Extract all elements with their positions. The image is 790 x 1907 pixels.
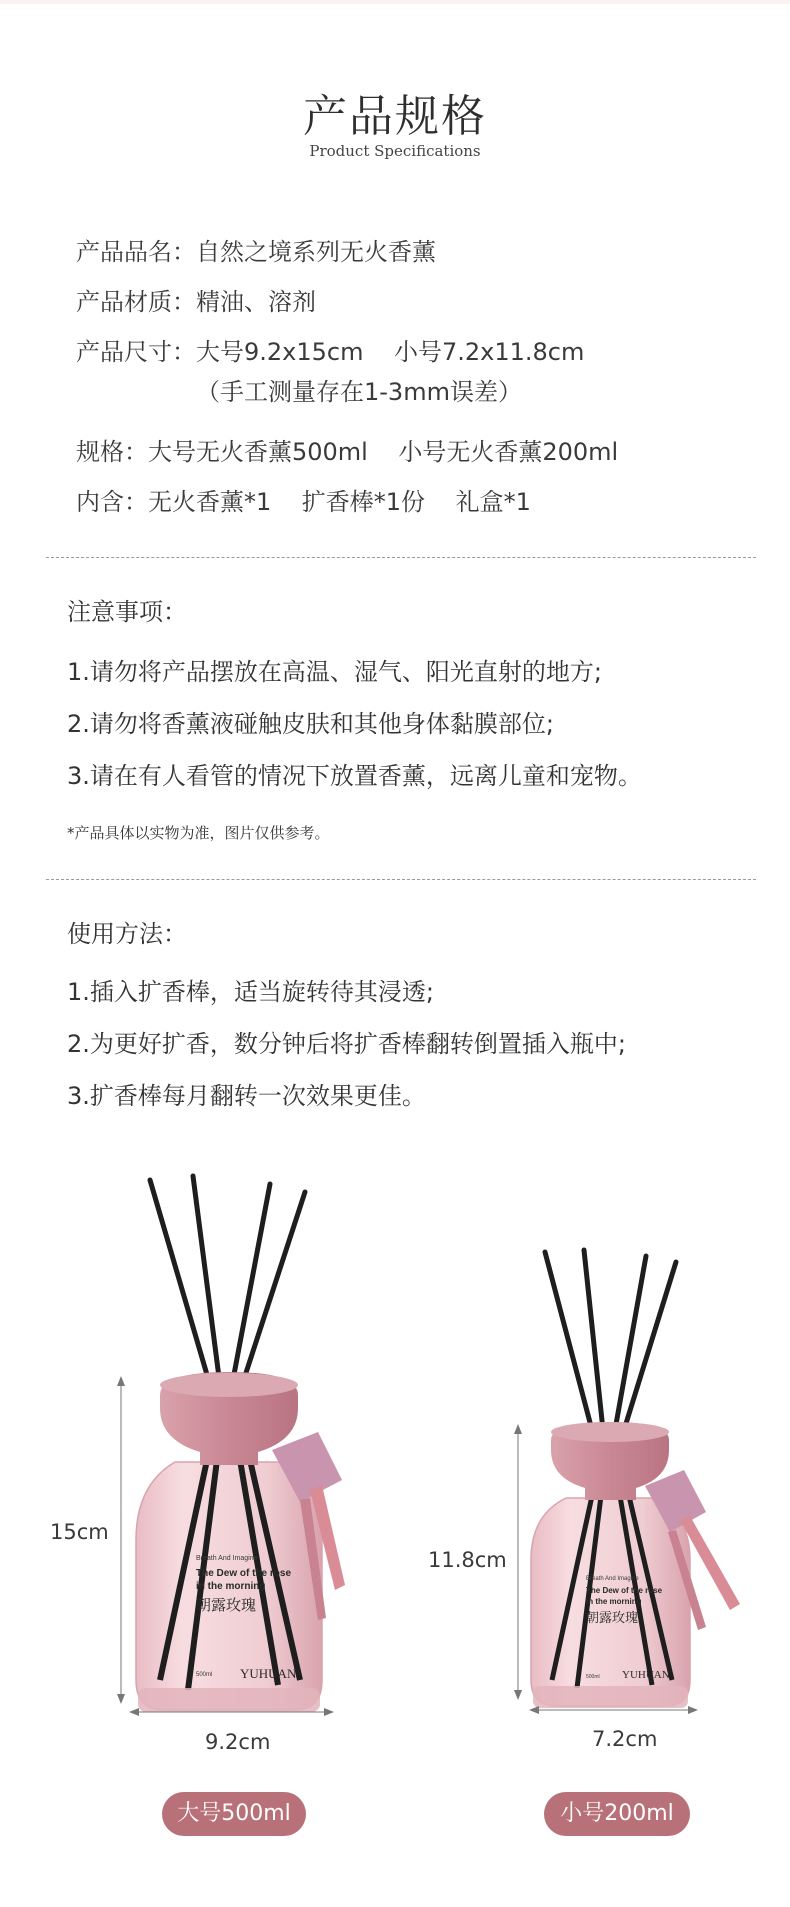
usage-item: 1.插入扩香棒，适当旋转待其浸透; [67,978,434,1006]
small-bottle [531,1250,740,1708]
large-height-label: 15cm [50,1520,109,1544]
label-volume: 500ml [196,1672,213,1678]
spec-spec-value: 大号无火香薰500ml 小号无火香薰200ml [148,438,619,466]
label-line2: The Dew of the rose [586,1586,663,1595]
spec-spec [76,432,618,467]
label-brand: YUHUAN [622,1669,670,1681]
label-line2: The Dew of the rose [196,1568,292,1579]
small-size-badge: 小号200ml [544,1792,690,1836]
divider [46,879,756,880]
spec-spec-label: 规格： [76,438,148,466]
disclaimer-note: *产品具体以实物为准，图片仅供参考。 [67,824,330,842]
spec-size-note: （手工测量存在1-3mm误差） [196,378,522,406]
label-line3: in the morning [586,1597,642,1606]
precaution-item: 1.请勿将产品摆放在高温、湿气、阳光直射的地方; [67,658,602,686]
top-band [0,0,790,4]
spec-material-label: 产品材质： [76,288,196,316]
spec-contents-label: 内含： [76,488,148,516]
page-subtitle: Product Specifications [309,142,481,160]
large-size-badge: 大号500ml [162,1792,306,1836]
label-cn: 朝露玫瑰 [586,1611,639,1626]
small-width-label: 7.2cm [592,1727,658,1751]
usage-item: 2.为更好扩香，数分钟后将扩香棒翻转倒置插入瓶中; [67,1030,626,1058]
label-brand: YUHUAN [240,1666,297,1681]
label-line3: in the morning [196,1581,266,1592]
large-bottle [136,1176,345,1712]
spec-size [76,332,584,367]
spec-name [76,232,436,267]
label-line1: Breath And Imagine [196,1555,258,1562]
label-line1: Breath And Imagine [586,1576,639,1582]
usage-heading: 使用方法： [67,920,187,948]
large-width-label: 9.2cm [205,1730,271,1754]
page-title: 产品规格 [303,91,487,142]
spec-name-value: 自然之境系列无火香薰 [196,238,436,266]
precaution-item: 2.请勿将香薰液碰触皮肤和其他身体黏膜部位; [67,710,554,738]
spec-contents-value: 无火香薰*1 扩香棒*1份 礼盒*1 [148,488,531,516]
precaution-item: 3.请在有人看管的情况下放置香薰，远离儿童和宠物。 [67,762,642,790]
small-height-label: 11.8cm [428,1548,507,1572]
divider [46,557,756,558]
spec-material [76,282,316,317]
spec-contents [76,482,531,517]
label-cn: 朝露玫瑰 [196,1596,257,1614]
spec-size-label: 产品尺寸： [76,338,196,366]
product-figure [0,1140,790,1780]
label-volume: 500ml [586,1674,600,1680]
usage-item: 3.扩香棒每月翻转一次效果更佳。 [67,1082,426,1110]
spec-size-value: 大号9.2x15cm 小号7.2x11.8cm [196,338,585,366]
precautions-heading: 注意事项： [67,598,187,626]
spec-material-value: 精油、溶剂 [196,288,316,316]
spec-name-label: 产品品名： [76,238,196,266]
